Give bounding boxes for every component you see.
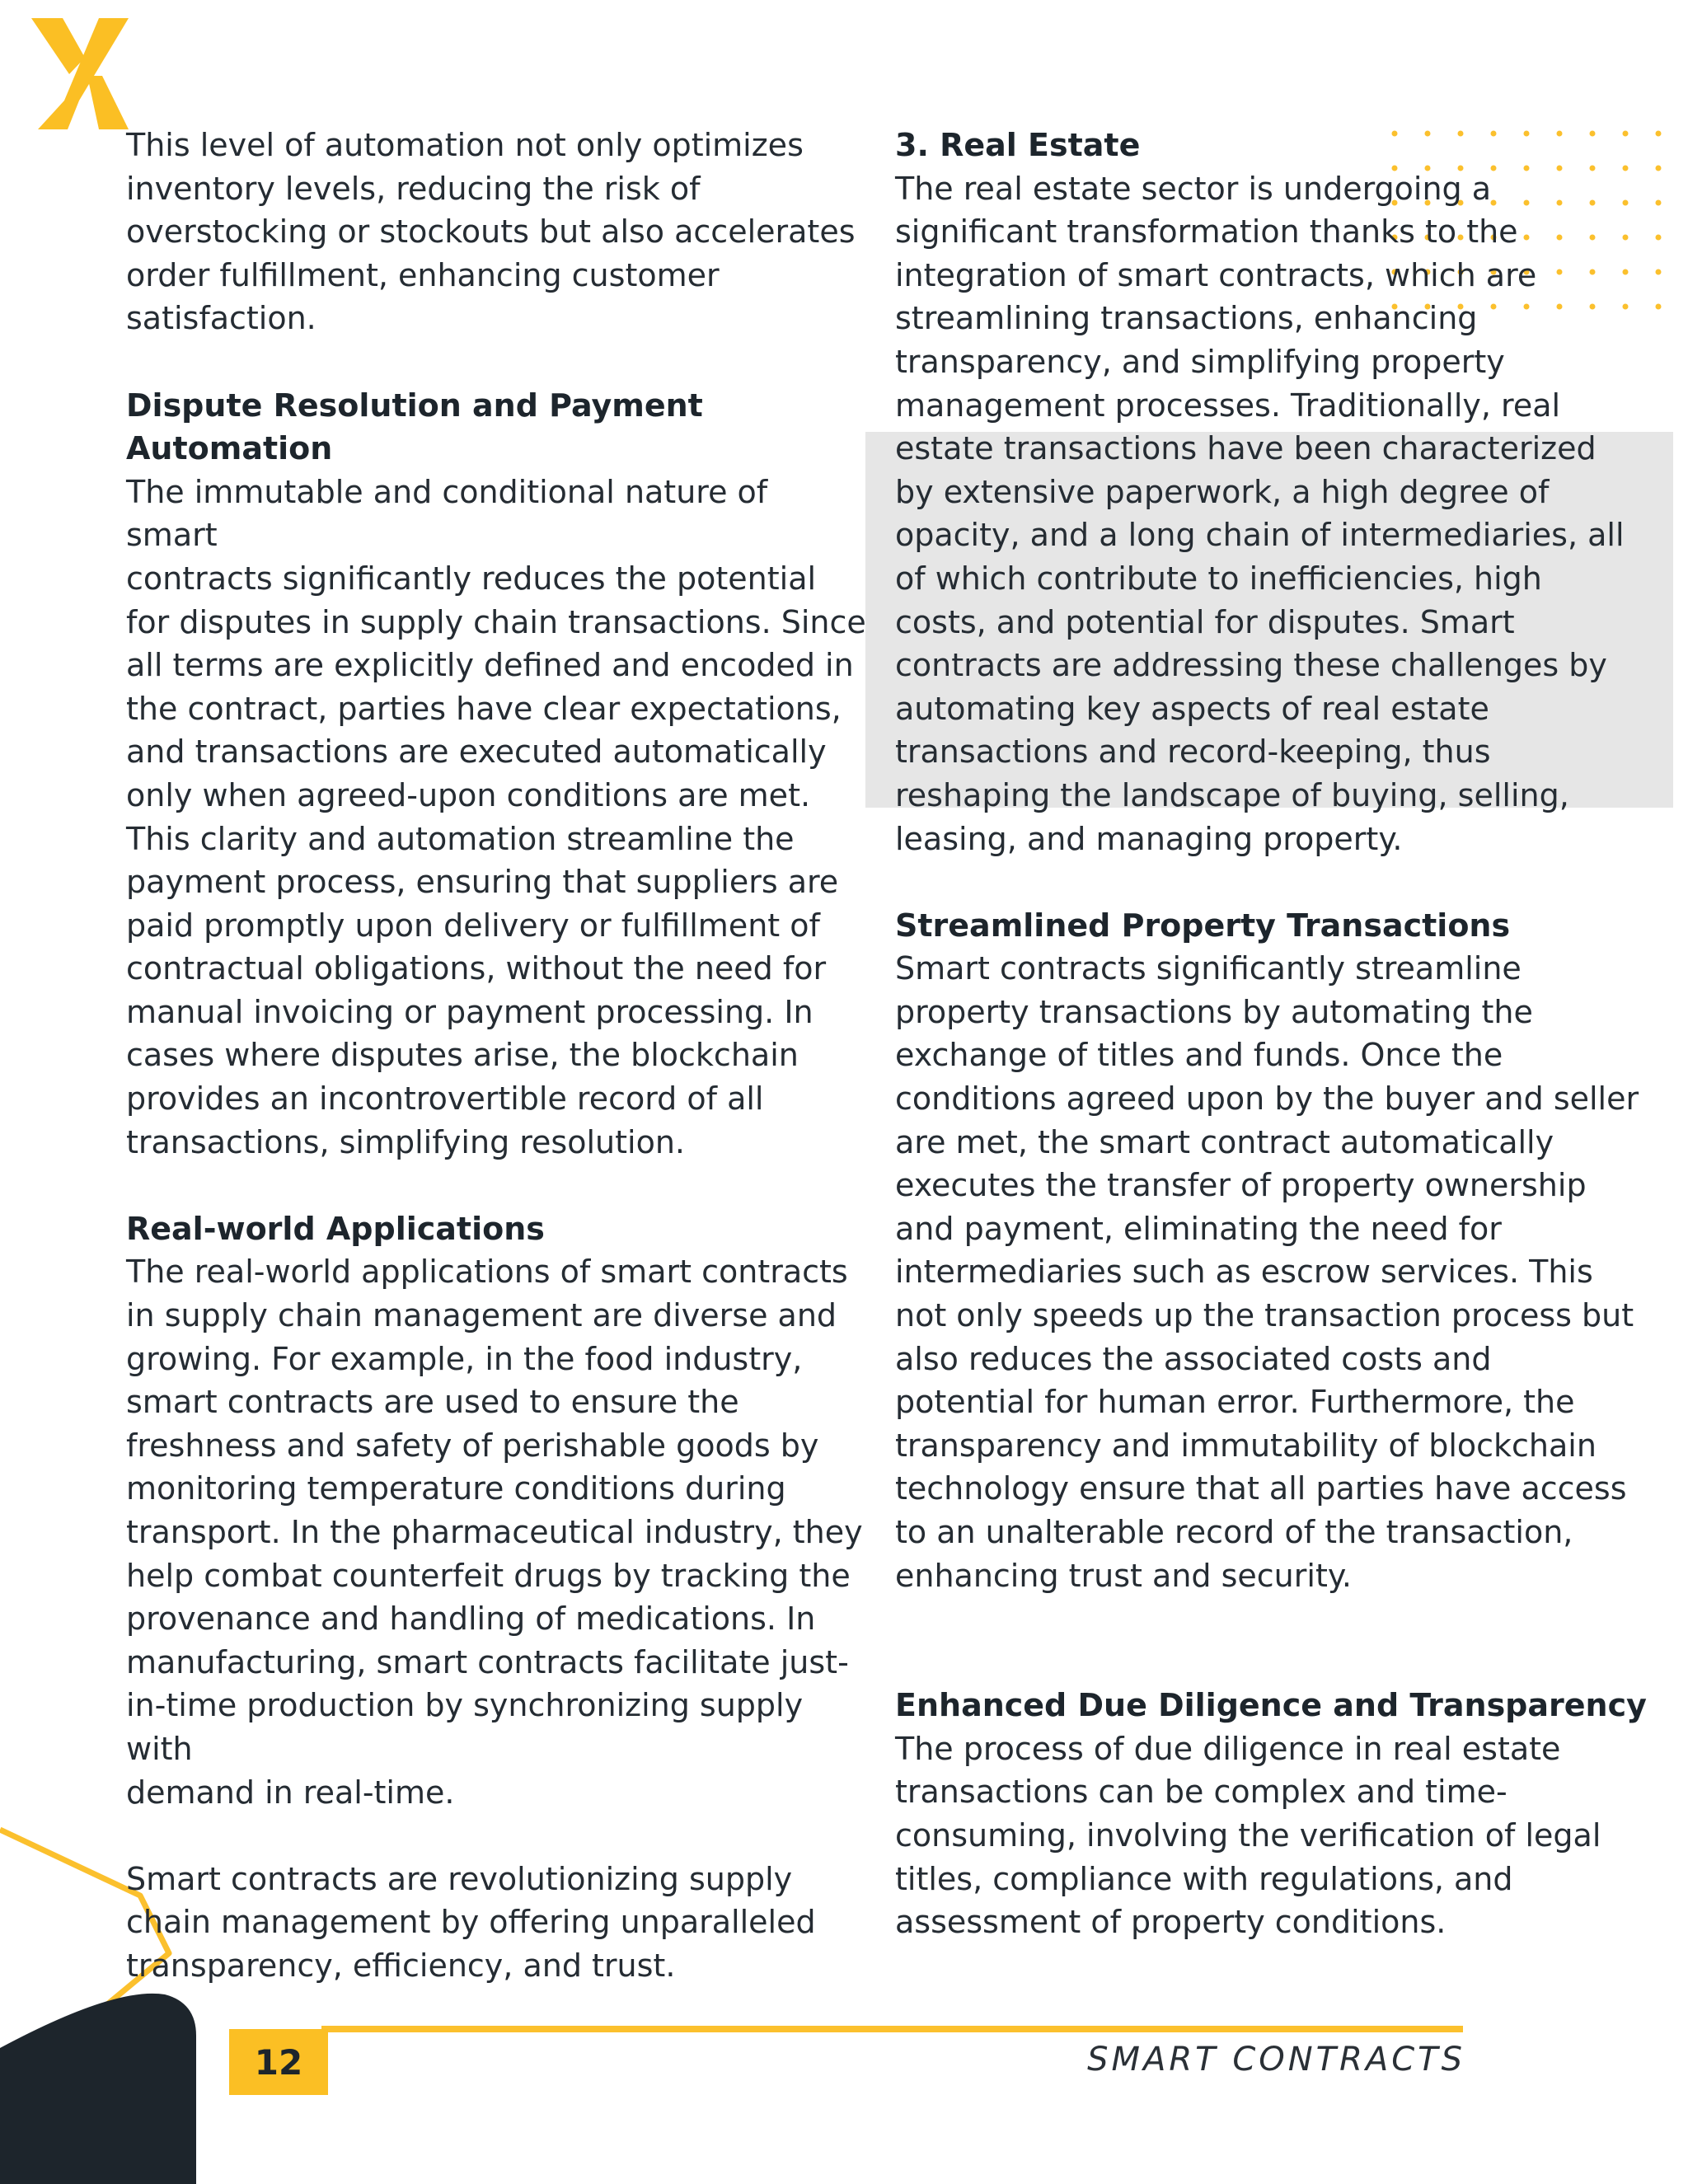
paragraph-dispute-resolution: The immutable and conditional nature of smart contracts significantly reduces the potential for disputes in supply chain transactions. Since all terms are explicitly defined and encoded in the contract, parties have clear expectations, and transactions are executed automatically only when agreed-upon conditions are met. This clarity and automation streamline the payment process, ensuring that suppliers are paid promptly upon delivery or fulfillment of contractual obligations, without the need for manual invoicing or payment processing. In cases where disputes arise, the blockchain provides an incontrovertible record of all transactions, simplifying resolution. <box>126 473 866 1160</box>
decor-dot <box>1656 131 1662 137</box>
paragraph-streamlined-property: Smart contracts significantly streamline property transactions by automating the exchange of titles and funds. Once the conditions agreed upon by the buyer and seller are met, the smart contract automatically executes the transfer of property ownership and payment, eliminating the need for intermediaries such as escrow services. This not only speeds up the transaction process but also reduces the associated costs and potential for human error. Furthermore, the transparency and immutability of blockchain technology ensure that all parties have access to an unalterable record of the transaction, enhancing trust and security. <box>895 950 1639 1594</box>
decor-dot <box>1656 200 1662 206</box>
heading-real-world-applications: Real-world Applications <box>126 1210 545 1247</box>
heading-due-diligence: Enhanced Due Diligence and Transparency <box>895 1687 1647 1724</box>
heading-dispute-resolution: Dispute Resolution and Payment Automation <box>126 387 703 467</box>
x-logo-icon <box>23 18 130 129</box>
page-number: 12 <box>254 2041 303 2083</box>
paragraph-real-estate: The real estate sector is undergoing a significant transformation thanks to the integration of smart contracts, which are streamlining transactions, enhancing transparency, and simplifying property management processes. Traditionally, real estate transactions have been characterized by extensive paperwork, a high degree of opacity, and a long chain of intermediaries, all of which contribute to inefficiencies, high costs, and potential for disputes. Smart contracts are addressing these challenges by automating key aspects of real estate transactions and record-keeping, thus reshaping the landscape of buying, selling, leasing, and managing property. <box>895 170 1625 857</box>
right-column <box>895 124 1653 1944</box>
page-number-badge <box>229 2029 328 2095</box>
paragraph-conclusion: Smart contracts are revolutionizing supply chain management by offering unparalleled transparency, efficiency, and trust. <box>126 1860 816 1984</box>
left-column <box>126 124 868 1988</box>
decor-dot <box>1656 304 1662 310</box>
running-title: SMART CONTRACTS <box>1087 2041 1465 2079</box>
decor-dot <box>1656 269 1662 275</box>
paragraph-automation: This level of automation not only optimizes inventory levels, reducing the risk of overstocking or stockouts but also accelerates order fulfillment, enhancing customer satisfaction. <box>126 127 856 337</box>
heading-streamlined-property: Streamlined Property Transactions <box>895 907 1511 944</box>
decor-dot <box>1656 235 1662 241</box>
paragraph-due-diligence: The process of due diligence in real estate transactions can be complex and time- consuming, involving the verification of legal titles, compliance with regulations, and assessment of property conditions. <box>895 1730 1601 1941</box>
paragraph-real-world-applications: The real-world applications of smart contracts in supply chain management are diverse and growing. For example, in the food industry, smart contracts are used to ensure the freshness and safety of perishable goods by monitoring temperature conditions during transport. In the pharmaceutical industry, they help combat counterfeit drugs by tracking the provenance and handling of medications. In manufacturing, smart contracts facilitate just- in-time production by synchronizing supply with demand in real-time. <box>126 1254 863 1811</box>
decor-dot <box>1656 166 1662 171</box>
heading-real-estate: 3. Real Estate <box>895 127 1141 163</box>
footer-divider <box>321 2026 1463 2032</box>
